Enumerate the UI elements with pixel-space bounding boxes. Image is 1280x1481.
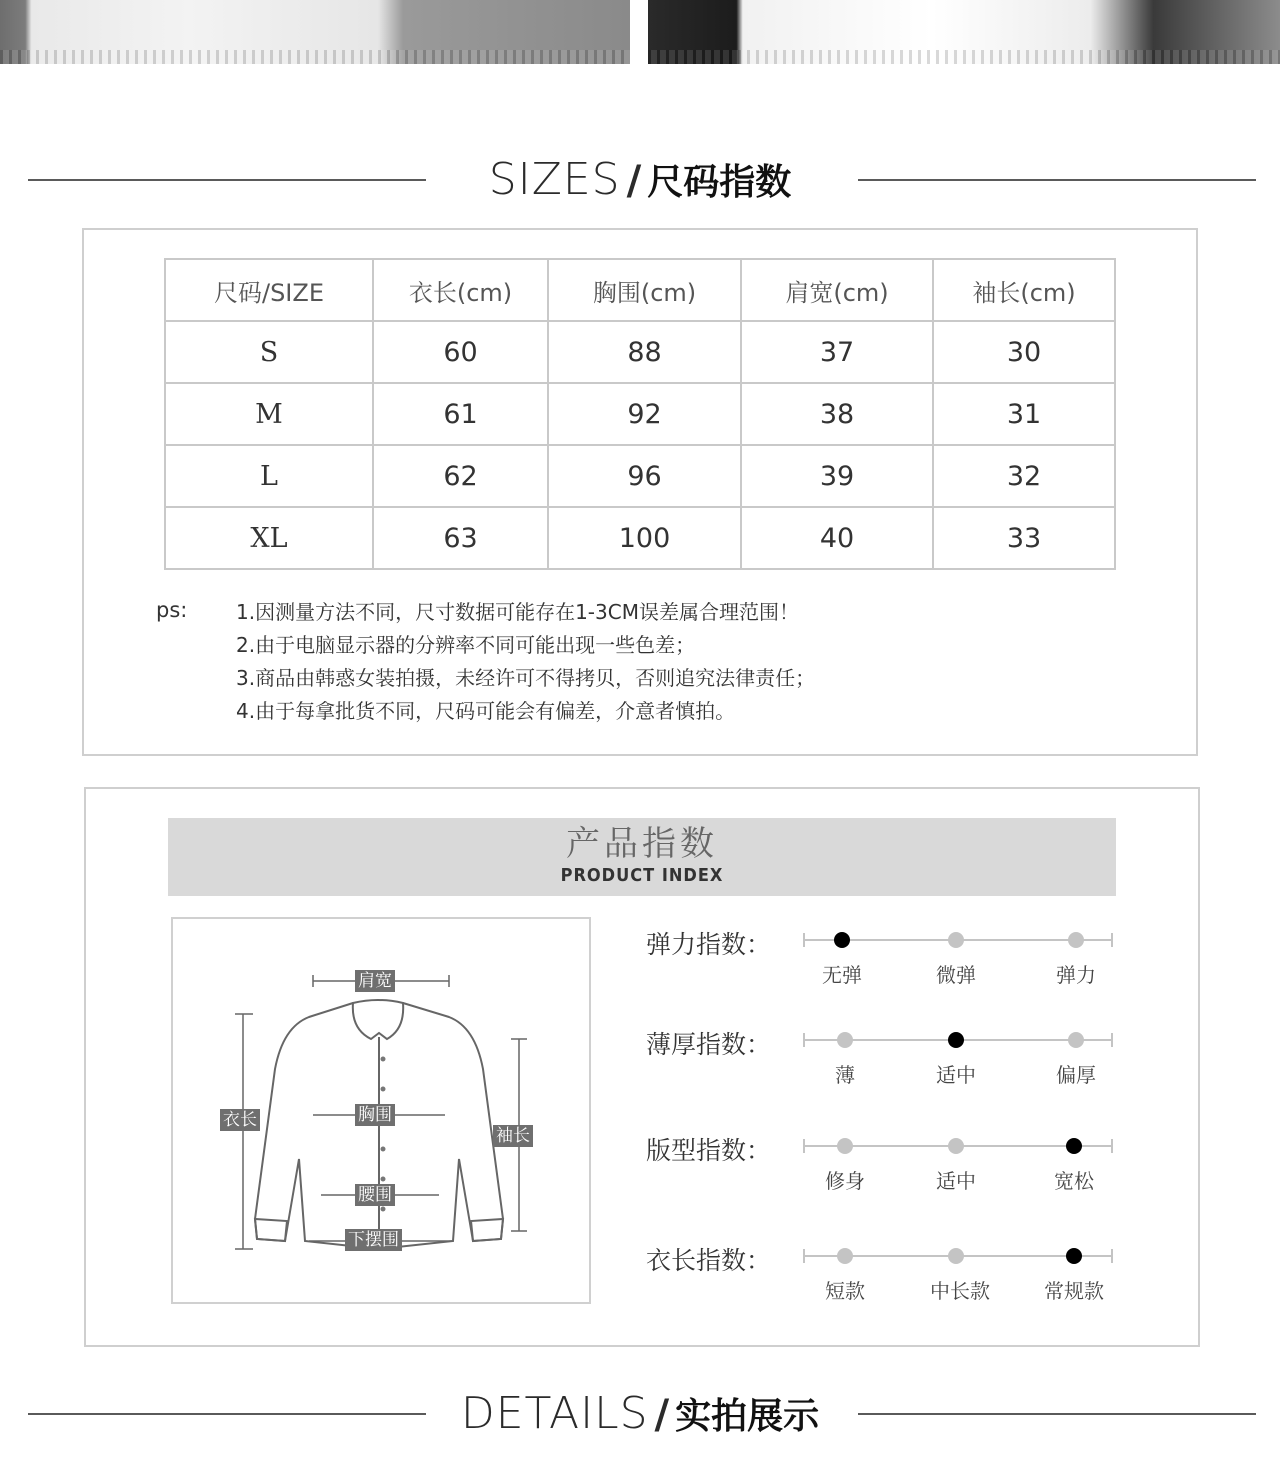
- index-label: 版型指数：: [646, 1136, 772, 1165]
- sizes-title-en: SIZES: [488, 154, 621, 205]
- index-dot: [1068, 1032, 1084, 1048]
- garment-diagram: [171, 917, 591, 1304]
- index-dot: [948, 1138, 964, 1154]
- chest-cell: 88: [548, 321, 741, 383]
- index-dot: [1068, 932, 1084, 948]
- table-row: [165, 321, 1115, 383]
- diagram-label-shoulder: 肩宽: [355, 970, 395, 992]
- product-index-banner: [168, 818, 1116, 896]
- details-title-en: DETAILS: [460, 1388, 649, 1439]
- length-cell: 63: [373, 507, 548, 569]
- index-option: 微弹: [936, 963, 976, 987]
- diagram-label-length: 衣长: [220, 1109, 260, 1131]
- index-option: 短款: [825, 1279, 865, 1303]
- product-index-title-en: PRODUCT INDEX: [560, 865, 724, 886]
- sizes-title-cn: 尺码指数: [647, 162, 792, 203]
- diagram-label-chest: 胸围: [355, 1104, 395, 1126]
- index-label: 衣长指数：: [646, 1246, 772, 1275]
- index-dot: [948, 932, 964, 948]
- chest-cell: 92: [548, 383, 741, 445]
- index-track-end: [803, 1139, 805, 1153]
- index-dot: [837, 1138, 853, 1154]
- chest-cell: 96: [548, 445, 741, 507]
- shoulder-cell: 39: [741, 445, 933, 507]
- note-item: 3.商品由韩惑女装拍摄，未经许可不得拷贝，否则追究法律责任；: [236, 666, 816, 690]
- shoulder-cell: 40: [741, 507, 933, 569]
- size-cell: M: [165, 383, 373, 445]
- index-row-length: [646, 1241, 1126, 1311]
- diagram-label-sleeve: 袖长: [493, 1125, 533, 1147]
- index-option: 适中: [936, 1169, 976, 1193]
- index-option: 偏厚: [1056, 1063, 1096, 1087]
- header-cell-length: 衣长(cm): [373, 259, 548, 321]
- length-cell: 61: [373, 383, 548, 445]
- details-section-header: [0, 1384, 1280, 1444]
- index-row-fit: [646, 1131, 1126, 1201]
- details-title-separator: /: [654, 1392, 670, 1438]
- details-title: [0, 1384, 1280, 1453]
- index-option: 弹力: [1056, 963, 1096, 987]
- sleeve-cell: 30: [933, 321, 1115, 383]
- sizes-section-header: [0, 150, 1280, 210]
- index-dot-selected: [834, 932, 850, 948]
- size-cell: XL: [165, 507, 373, 569]
- index-track-end: [1111, 1249, 1113, 1263]
- product-index-panel: [84, 787, 1200, 1347]
- index-track-end: [803, 1249, 805, 1263]
- sleeve-cell: 31: [933, 383, 1115, 445]
- index-track-end: [803, 933, 805, 947]
- product-photo-left: [0, 0, 630, 64]
- length-cell: 62: [373, 445, 548, 507]
- notes-label: ps:: [156, 598, 188, 622]
- index-dot: [837, 1248, 853, 1264]
- index-dot: [948, 1248, 964, 1264]
- index-track-end: [1111, 1139, 1113, 1153]
- size-cell: S: [165, 321, 373, 383]
- index-option: 修身: [825, 1169, 865, 1193]
- chest-cell: 100: [548, 507, 741, 569]
- index-dot-selected: [1066, 1248, 1082, 1264]
- diagram-label-waist: 腰围: [355, 1184, 395, 1206]
- index-row-elasticity: [646, 925, 1126, 995]
- product-photo-right: [648, 0, 1280, 64]
- header-cell-shoulder: 肩宽(cm): [741, 259, 933, 321]
- sizes-title: [0, 150, 1280, 219]
- index-option: 无弹: [822, 963, 862, 987]
- diagram-label-hem: 下摆围: [345, 1229, 402, 1251]
- note-item: 4.由于每拿批货不同，尺码可能会有偏差，介意者慎拍。: [236, 699, 736, 723]
- sleeve-cell: 32: [933, 445, 1115, 507]
- notes-list: [236, 596, 815, 728]
- header-cell-size: 尺码/SIZE: [165, 259, 373, 321]
- note-item: 2.由于电脑显示器的分辨率不同可能出现一些色差；: [236, 633, 696, 657]
- table-row: [165, 383, 1115, 445]
- details-title-cn: 实拍展示: [675, 1396, 820, 1437]
- index-dot: [837, 1032, 853, 1048]
- header-cell-sleeve: 袖长(cm): [933, 259, 1115, 321]
- shoulder-cell: 37: [741, 321, 933, 383]
- index-option: 中长款: [930, 1279, 990, 1303]
- index-row-thickness: [646, 1025, 1126, 1095]
- size-table: [164, 258, 1116, 570]
- index-option: 宽松: [1054, 1169, 1094, 1193]
- index-dot-selected: [948, 1032, 964, 1048]
- size-table-header-row: [165, 259, 1115, 321]
- product-index-title-cn: 产品指数: [566, 824, 718, 864]
- table-row: [165, 507, 1115, 569]
- index-dot-selected: [1066, 1138, 1082, 1154]
- index-track-end: [1111, 933, 1113, 947]
- index-option: 薄: [835, 1063, 855, 1087]
- note-item: 1.因测量方法不同，尺寸数据可能存在1-3CM误差属合理范围！: [236, 600, 799, 624]
- length-cell: 60: [373, 321, 548, 383]
- index-track-end: [803, 1033, 805, 1047]
- index-option: 适中: [936, 1063, 976, 1087]
- table-row: [165, 445, 1115, 507]
- shoulder-cell: 38: [741, 383, 933, 445]
- index-label: 弹力指数：: [646, 930, 772, 959]
- size-cell: L: [165, 445, 373, 507]
- index-track-end: [1111, 1033, 1113, 1047]
- size-chart-panel: [82, 228, 1198, 756]
- sizes-title-separator: /: [626, 158, 642, 204]
- header-cell-chest: 胸围(cm): [548, 259, 741, 321]
- index-option: 常规款: [1044, 1279, 1104, 1303]
- sleeve-cell: 33: [933, 507, 1115, 569]
- index-label: 薄厚指数：: [646, 1030, 772, 1059]
